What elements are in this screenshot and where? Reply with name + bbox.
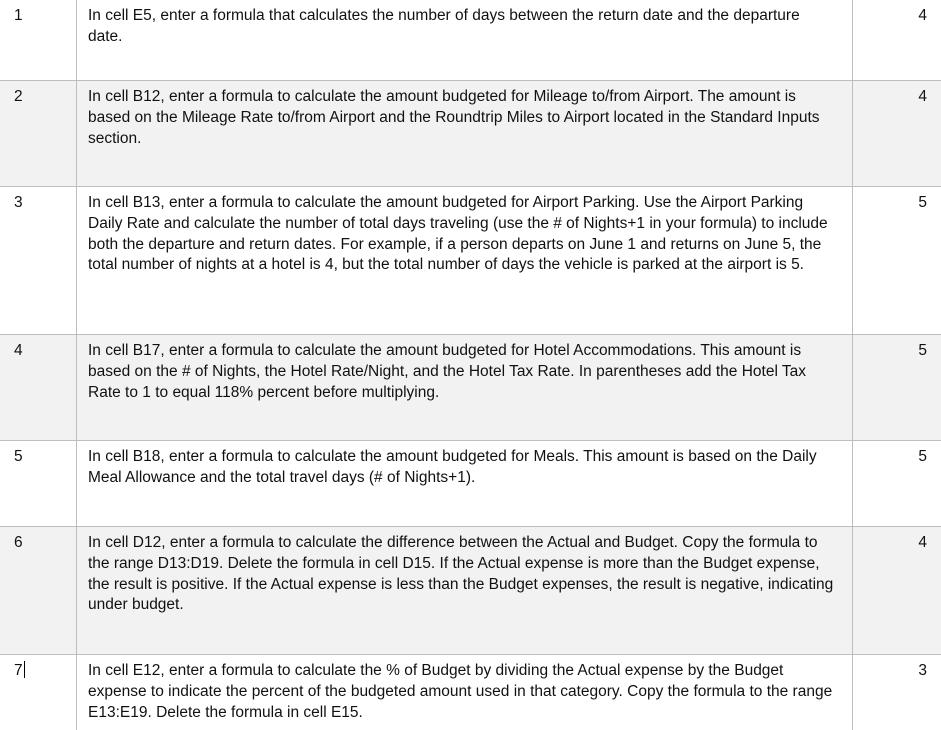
points-cell[interactable] (853, 81, 941, 186)
points-value: 5 (918, 448, 927, 465)
step-number: 1 (14, 7, 23, 24)
instruction-cell[interactable] (77, 655, 853, 730)
points-value: 4 (918, 534, 927, 551)
step-number: 5 (14, 448, 23, 465)
instruction-text: In cell B17, enter a formula to calculate the amount budgeted for Hotel Accommodations. This amount is based on the # of Nights, the Hotel Rate/Night, and the Hotel Tax Rate. In parentheses add the Hotel Tax Rate to 1 to equal 118% percent before multiplying. (88, 342, 807, 401)
table-row (0, 335, 941, 441)
instruction-cell[interactable] (77, 0, 853, 80)
instruction-cell[interactable] (77, 527, 853, 654)
points-cell[interactable] (853, 527, 941, 654)
step-number: 7 (14, 662, 23, 679)
step-number: 6 (14, 534, 23, 551)
step-number: 4 (14, 342, 23, 359)
instruction-text: In cell E12, enter a formula to calculate the % of Budget by dividing the Actual expense by the Budget expense to indicate the percent of the budgeted amount used in that category. Copy the formula to the range E13:E19. Delete the formula in cell E15. (88, 662, 833, 721)
step-cell[interactable] (0, 441, 77, 526)
step-cell[interactable] (0, 335, 77, 440)
step-cell[interactable] (0, 81, 77, 186)
table-row (0, 0, 941, 81)
step-cell[interactable] (0, 187, 77, 334)
points-cell[interactable] (853, 187, 941, 334)
points-cell[interactable] (853, 0, 941, 80)
points-value: 4 (918, 88, 927, 105)
text-cursor-icon (24, 661, 25, 678)
step-cell[interactable] (0, 0, 77, 80)
points-value: 4 (918, 7, 927, 24)
table-row (0, 187, 941, 335)
instruction-text: In cell B12, enter a formula to calculate the amount budgeted for Mileage to/from Airport. The amount is based on the Mileage Rate to/from Airport and the Roundtrip Miles to Airport located in the Standard Inputs section. (88, 88, 820, 147)
points-value: 5 (918, 342, 927, 359)
table-row (0, 81, 941, 187)
points-value: 3 (918, 662, 927, 679)
step-number: 2 (14, 88, 23, 105)
step-cell[interactable] (0, 527, 77, 654)
instruction-cell[interactable] (77, 81, 853, 186)
instruction-text: In cell B13, enter a formula to calculate the amount budgeted for Airport Parking. Use the Airport Parking Daily Rate and calculate the number of total days traveling (use the # of Nights+1 in your formula) to include both the departure and return dates. For example, if a person departs on June 1 and returns on June 5, the total number of nights at a hotel is 4, but the total number of days the vehicle is parked at the airport is 5. (88, 194, 828, 274)
table-row (0, 655, 941, 730)
points-cell[interactable] (853, 441, 941, 526)
step-number: 3 (14, 194, 23, 211)
points-cell[interactable] (853, 335, 941, 440)
instruction-cell[interactable] (77, 187, 853, 334)
step-cell[interactable] (0, 655, 77, 730)
instruction-cell[interactable] (77, 335, 853, 440)
instruction-cell[interactable] (77, 441, 853, 526)
points-value: 5 (918, 194, 927, 211)
instruction-text: In cell E5, enter a formula that calculates the number of days between the return date and the departure date. (88, 7, 800, 45)
instruction-text: In cell B18, enter a formula to calculate the amount budgeted for Meals. This amount is based on the Daily Meal Allowance and the total travel days (# of Nights+1). (88, 448, 817, 486)
table-row (0, 441, 941, 527)
table-row (0, 527, 941, 655)
points-cell[interactable] (853, 655, 941, 730)
instruction-text: In cell D12, enter a formula to calculate the difference between the Actual and Budget. Copy the formula to the range D13:D19. Delete the formula in cell D15. If the Actual expense is more than the Budget expense, the result is positive. If the Actual expense is less than the Budget expenses, the result is negative, indicating under budget. (88, 534, 834, 614)
step-number-with-cursor (14, 661, 25, 681)
